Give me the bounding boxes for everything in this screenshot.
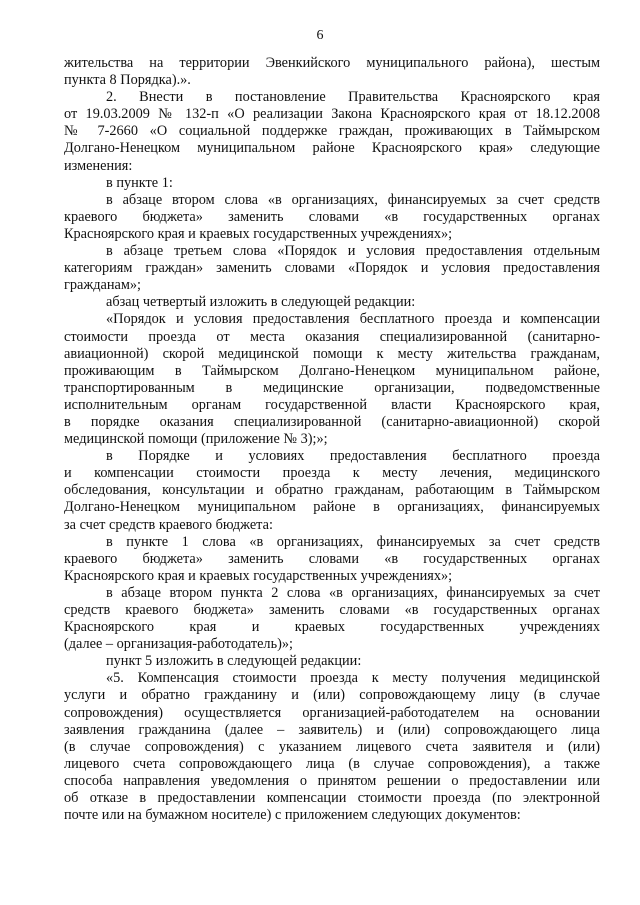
text-line: Красноярского края и краевых государственных учреждениях»; — [64, 225, 453, 242]
text-line: сопровождения) осуществляется организацией-работодателем на основании — [64, 704, 600, 721]
text-line: в абзаце втором пункта 2 слова «в организациях, финансируемых за счет — [106, 584, 600, 601]
text-line: в Порядке и условиях предоставления бесплатного проезда — [106, 448, 600, 465]
text-line: краевого бюджета» заменить словами «в государственных органах — [64, 550, 600, 567]
text-line: в пункте 1 слова «в организациях, финансируемых за счет средств — [106, 533, 600, 550]
text-line: в пункте 1: — [106, 174, 173, 191]
text-line: в абзаце третьем слова «Порядок и условия предоставления отдельным — [106, 243, 600, 260]
text-line: пункт 5 изложить в следующей редакции: — [106, 653, 362, 670]
text-line: № 7-2660 «О социальной поддержке граждан, проживающих в Таймырском — [64, 123, 600, 140]
text-line: «5. Компенсация стоимости проезда к месту получения медицинской — [106, 670, 600, 687]
text-line: в порядке оказания специализированной (санитарно-авиационной) скорой — [64, 413, 600, 430]
text-line: заявления гражданина (далее – заявитель) и (или) сопровождающего лица — [64, 721, 600, 738]
text-line: исполнительным органам государственной власти Красноярского края, — [64, 396, 600, 413]
text-line: категориям граждан» заменить словами «Порядок и условия предоставления — [64, 260, 600, 277]
text-line: изменения: — [64, 157, 133, 174]
text-line: проживающим в Таймырском Долгано-Ненецком муниципальном районе, — [64, 362, 600, 379]
text-line: Долгано-Ненецком муниципальном районе Красноярского края» следующие — [64, 140, 600, 157]
text-line: Долгано-Ненецком муниципальном районе в организациях, финансируемых — [64, 499, 600, 516]
text-line: почте или на бумажном носителе) с приложением следующих документов: — [64, 807, 521, 824]
text-line: средств краевого бюджета» заменить словами «в государственных органах — [64, 602, 600, 618]
text-line: транспортированным в медицинские организации, подведомственные — [64, 379, 600, 396]
text-line: жительства на территории Эвенкийского муниципального района), шестым — [64, 55, 600, 71]
text-line: краевого бюджета» заменить словами «в государственных органах — [64, 208, 600, 225]
text-line: 2. Внести в постановление Правительства Красноярского края — [106, 89, 600, 106]
text-line: за счет средств краевого бюджета: — [64, 516, 273, 533]
text-line: «Порядок и условия предоставления бесплатного проезда и компенсации — [106, 311, 600, 328]
text-line: об отказе в предоставлении компенсации стоимости проезда (по электронной — [64, 790, 600, 807]
text-line: пункта 8 Порядка).». — [64, 72, 191, 89]
text-line: стоимости проезда от места оказания специализированной (санитарно- — [64, 328, 600, 345]
text-line: лицевого счета сопровождающего лица (в случае сопровождения), а также — [64, 755, 600, 772]
text-line: Красноярского края и краевых государственных учреждениях — [64, 619, 600, 636]
text-line: и компенсации стоимости проезда к месту лечения, медицинского — [64, 465, 600, 482]
text-line: от 19.03.2009 № 132-п «О реализации Закона Красноярского края от 18.12.2008 — [64, 106, 600, 123]
text-line: авиационной) скорой медицинской помощи к месту жительства гражданам, — [64, 345, 600, 362]
text-line: абзац четвертый изложить в следующей редакции: — [106, 294, 416, 311]
text-line: гражданам»; — [64, 277, 142, 294]
text-line: услуги и обратно гражданину и (или) сопровождающему лицу (в случае — [64, 687, 600, 704]
text-line: способа направления уведомления о принятом решении о предоставлении или — [64, 772, 600, 789]
text-line: медицинской помощи (приложение № 3);»; — [64, 431, 328, 448]
text-line: обследования, консультации и обратно гражданам, работающим в Таймырском — [64, 482, 600, 499]
text-line: Красноярского края и краевых государственных учреждениях»; — [64, 567, 453, 584]
document-body — [64, 55, 600, 824]
text-line: (в случае сопровождения) с указанием лицевого счета заявителя и (или) — [64, 738, 600, 755]
text-line: (далее – организация-работодатель)»; — [64, 636, 293, 653]
page-number: 6 — [316, 28, 324, 43]
text-line: в абзаце втором слова «в организациях, финансируемых за счет средств — [106, 191, 600, 208]
